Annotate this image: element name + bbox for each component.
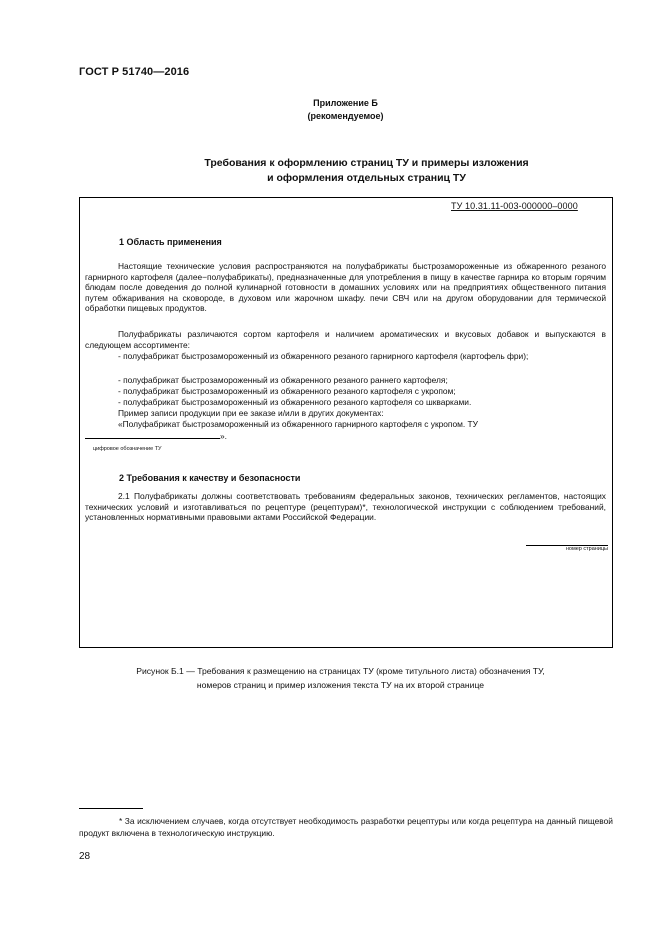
section2-paragraph1: 2.1 Полуфабрикаты должны соответствовать требованиям федеральных законов, технических регламентов, настоящих технических условий и изготавливаться по рецептуре (рецептурам)*, технологической инструкции с соблюдением требований, установленных нормативными правовыми актами Российской Федерации. <box>85 491 606 523</box>
section1-heading: 1 Область применения <box>119 237 222 247</box>
assortment-item-4: - полуфабрикат быстрозамороженный из обжаренного резаного картофеля со шкварками. <box>118 397 472 407</box>
example-end-text: ». <box>220 431 227 441</box>
example-intro: Пример записи продукции при ее заказе и/или в других документах: <box>118 408 384 418</box>
section1-paragraph2: Полуфабрикаты различаются сортом картофеля и наличием ароматических и вкусовых добавок и выпускаются в следующем ассортименте: <box>85 329 606 350</box>
page-number-label: номер страницы <box>565 546 608 552</box>
tu-blank-line <box>85 430 220 439</box>
annex-status: (рекомендуемое) <box>307 111 384 121</box>
annex-title-line1: Требования к оформлению страниц ТУ и примеры изложения <box>204 157 529 169</box>
digital-designation-note: цифровое обозначение ТУ <box>93 446 162 452</box>
footnote-separator <box>79 808 143 809</box>
page-number: 28 <box>79 851 91 862</box>
figure-caption-line1: Рисунок Б.1 — Требования к размещению на страницах ТУ (кроме титульного листа) обозначения ТУ, <box>136 666 545 676</box>
assortment-item-1: - полуфабрикат быстрозамороженный из обжаренного резаного гарнирного картофеля (картофель фри); <box>118 351 529 361</box>
annex-title-line2: и оформления отдельных страниц ТУ <box>267 172 466 184</box>
standard-designation: ГОСТ Р 51740—2016 <box>79 66 190 78</box>
example-line: «Полуфабрикат быстрозамороженный из обжаренного гарнирного картофеля с укропом. ТУ <box>118 419 478 429</box>
tu-code: ТУ 10.31.11-003-000000–0000 <box>451 201 578 211</box>
figure-caption-line2: номеров страниц и пример изложения текста ТУ на их второй странице <box>196 680 485 690</box>
footnote: * За исключением случаев, когда отсутствует необходимость разработки рецептуры или когда рецептура на данный пищевой продукт включена в технологическую инструкцию. <box>79 816 613 838</box>
annex-label: Приложение Б <box>313 98 378 108</box>
assortment-item-3: - полуфабрикат быстрозамороженный из обжаренного резаного картофеля с укропом; <box>118 386 456 396</box>
section2-heading: 2 Требования к качеству и безопасности <box>119 473 301 483</box>
section1-paragraph1: Настоящие технические условия распространяются на полуфабрикаты быстрозамороженные из обжаренного резаного гарнирного картофеля (далее−полуфабрикаты), предназначенные для употребления в пищу в качестве гарнира ко вторым горячим блюдам после доведения до полной кулинарной готовности в домашних условиях или на предприятиях общественного питания путем обжаривания на сковороде, в духовом или жарочном шкафу. печи СВЧ или на другом оборудовании для термической обработки пищевых продуктов. <box>85 261 606 314</box>
example-end <box>85 430 325 442</box>
assortment-item-2: - полуфабрикат быстрозамороженный из обжаренного резаного раннего картофеля; <box>118 375 448 385</box>
